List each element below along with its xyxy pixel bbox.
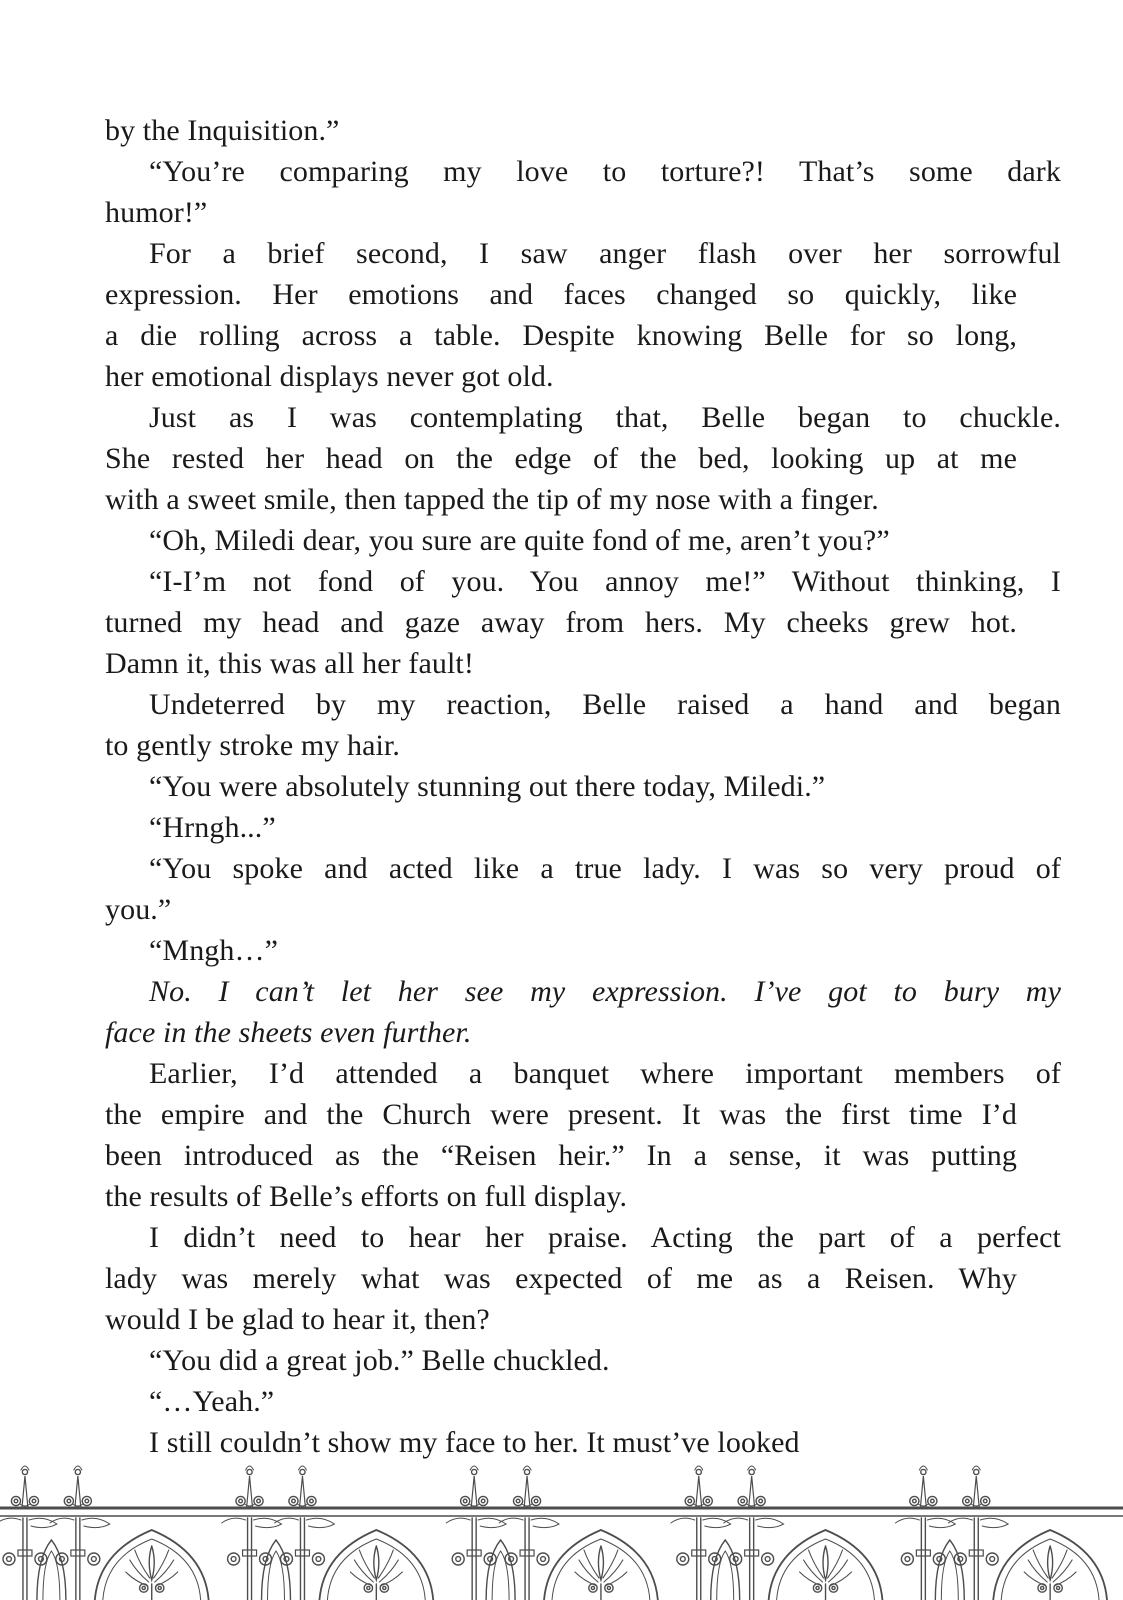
text-line: expression. Her emotions and faces changed so quickly, like [105,278,1017,311]
text-line: “You were absolutely stunning out there today, Miledi.” [149,770,826,803]
text-line: you.” [105,893,172,926]
text-line: face in the sheets even further. [105,1016,472,1049]
text-block [105,110,1061,1463]
text-line: a die rolling across a table. Despite knowing Belle for so long, [105,319,1017,352]
text-line: “You’re comparing my love to torture?! That’s some dark [149,155,1061,188]
text-line: turned my head and gaze away from hers. My cheeks grew hot. [105,606,1017,639]
text-line: lady was merely what was expected of me as a Reisen. Why [105,1262,1017,1295]
text-line: Undeterred by my reaction, Belle raised a hand and began [149,688,1061,721]
ornamental-border [0,1460,1123,1600]
text-line: the empire and the Church were present. It was the first time I’d [105,1098,1017,1131]
text-line: “I-I’m not fond of you. You annoy me!” Without thinking, I [149,565,1061,598]
text-line: Damn it, this was all her fault! [105,647,474,680]
text-line: I still couldn’t show my face to her. It must’ve looked [149,1426,800,1459]
text-line: her emotional displays never got old. [105,360,554,393]
text-line: No. I can’t let her see my expression. I’ve got to bury my [149,975,1061,1008]
text-line: Just as I was contemplating that, Belle began to chuckle. [149,401,1061,434]
text-line: with a sweet smile, then tapped the tip of my nose with a finger. [105,483,879,516]
text-line: “You spoke and acted like a true lady. I was so very proud of [149,852,1061,885]
text-line: “Oh, Miledi dear, you sure are quite fond of me, aren’t you?” [149,524,890,557]
text-line: the results of Belle’s efforts on full display. [105,1180,628,1213]
ironwork-border-graphic [0,1460,1123,1600]
text-line: I didn’t need to hear her praise. Acting the part of a perfect [149,1221,1061,1254]
text-line: by the Inquisition.” [105,114,340,147]
text-line: Earlier, I’d attended a banquet where important members of [149,1057,1061,1090]
text-line: “Hrngh...” [149,811,276,844]
text-line: She rested her head on the edge of the bed, looking up at me [105,442,1017,475]
text-line: would I be glad to hear it, then? [105,1303,490,1336]
text-line: “Mngh…” [149,934,279,967]
text-line: to gently stroke my hair. [105,729,400,762]
text-line: humor!” [105,196,208,229]
text-line: “…Yeah.” [149,1385,275,1418]
text-line: “You did a great job.” Belle chuckled. [149,1344,610,1377]
text-line: For a brief second, I saw anger flash over her sorrowful [149,237,1061,270]
text-line: been introduced as the “Reisen heir.” In a sense, it was putting [105,1139,1017,1172]
